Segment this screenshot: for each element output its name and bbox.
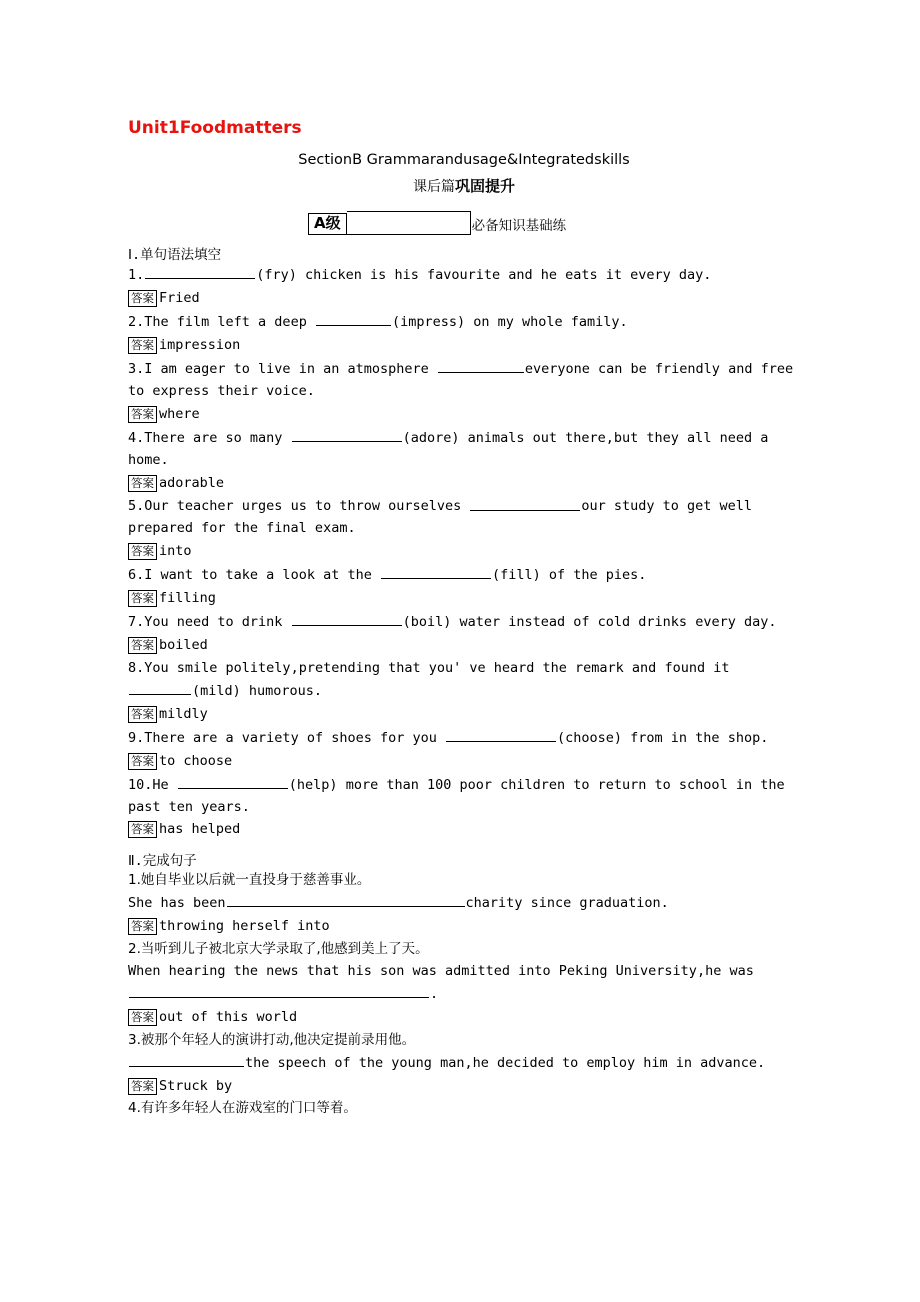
question-text: humorous. xyxy=(240,682,323,699)
question-hint: (fill) xyxy=(491,567,541,584)
question-item xyxy=(128,611,800,634)
question-item xyxy=(128,264,800,287)
answer-line xyxy=(128,473,800,495)
answer-value: has helped xyxy=(159,821,241,838)
answer-blank[interactable] xyxy=(438,358,524,373)
level-header xyxy=(128,208,800,235)
sentence-chinese xyxy=(128,1098,800,1120)
answer-blank[interactable] xyxy=(292,611,402,626)
answer-value: boiled xyxy=(159,637,208,654)
sentence-text: . xyxy=(430,985,439,1002)
question-number: 7. xyxy=(128,614,145,631)
sentence-chinese-text: 她自毕业以后就一直投身于慈善事业。 xyxy=(140,872,371,889)
question-item xyxy=(128,427,800,472)
answer-tag: 答案 xyxy=(128,406,157,423)
subtitle-bold: 巩固提升 xyxy=(454,177,515,196)
level-badge: A级 xyxy=(308,213,347,235)
answer-value: throwing herself into xyxy=(159,918,330,935)
sentence-chinese xyxy=(128,939,800,961)
answer-line xyxy=(128,819,800,841)
answer-tag: 答案 xyxy=(128,1078,157,1095)
answer-line xyxy=(128,1007,800,1029)
answer-value: mildly xyxy=(159,705,208,722)
sentence-english xyxy=(128,892,800,915)
answer-blank[interactable] xyxy=(129,680,191,695)
sentence-chinese xyxy=(128,1030,800,1052)
question-text: chicken is his favourite and he eats it every day. xyxy=(296,267,712,284)
question-hint: (adore) xyxy=(402,429,460,446)
answer-tag: 答案 xyxy=(128,918,157,935)
sentence-text: charity since graduation. xyxy=(465,895,669,912)
question-text: our study to get well prepared for the final exam. xyxy=(128,498,753,537)
part1-heading: Ⅰ.单句语法填空 xyxy=(128,247,222,264)
answer-blank[interactable] xyxy=(129,1052,244,1067)
answer-blank[interactable] xyxy=(316,311,391,326)
answer-tag: 答案 xyxy=(128,821,157,838)
answer-tag: 答案 xyxy=(128,753,157,770)
sentence-number: 3. xyxy=(128,1031,141,1048)
answer-line xyxy=(128,288,800,310)
answer-tag: 答案 xyxy=(128,543,157,560)
section-subtitle: SectionB Grammarandusage&Integratedskills xyxy=(298,152,630,169)
question-number: 8. xyxy=(128,659,145,676)
answer-blank[interactable] xyxy=(145,264,255,279)
answer-tag: 答案 xyxy=(128,475,157,492)
sentence-number: 4. xyxy=(128,1100,141,1117)
question-number: 9. xyxy=(128,729,145,746)
question-item xyxy=(128,358,800,403)
question-text: The film left a deep xyxy=(144,314,315,331)
answer-blank[interactable] xyxy=(470,495,580,510)
question-text: on my whole family. xyxy=(465,314,628,331)
sentence-chinese xyxy=(128,870,800,892)
question-hint: (boil) xyxy=(402,614,452,631)
question-hint: (help) xyxy=(288,776,338,793)
question-item xyxy=(128,495,800,540)
answer-line xyxy=(128,541,800,563)
answer-line xyxy=(128,588,800,610)
answer-tag: 答案 xyxy=(128,290,157,307)
question-number: 2. xyxy=(128,314,145,331)
answer-blank[interactable] xyxy=(129,983,429,998)
answer-value: to choose xyxy=(159,752,233,769)
answer-line xyxy=(128,1076,800,1098)
question-text: I am eager to live in an atmosphere xyxy=(144,361,437,378)
answer-line xyxy=(128,704,800,726)
answer-line xyxy=(128,751,800,773)
answer-value: out of this world xyxy=(159,1008,298,1025)
question-text: from in the shop. xyxy=(622,729,769,746)
sentence-text: When hearing the news that his son was admitted into Peking University,he was xyxy=(128,962,754,979)
question-number: 6. xyxy=(128,567,145,584)
sentence-number: 1. xyxy=(128,872,141,889)
level-rule xyxy=(347,211,471,235)
sentence-english xyxy=(128,1052,800,1075)
question-text: of the pies. xyxy=(540,567,647,584)
answer-value: into xyxy=(159,543,192,560)
question-number: 10. xyxy=(128,776,153,793)
question-text: animals out there,but they all need a home. xyxy=(128,429,769,468)
question-hint: (impress) xyxy=(391,314,466,331)
answer-line xyxy=(128,916,800,938)
answer-value: Struck by xyxy=(159,1077,233,1094)
question-item xyxy=(128,658,800,703)
answer-value: impression xyxy=(159,337,241,354)
question-hint: (fry) xyxy=(256,267,297,284)
sentence-text: the speech of the young man,he decided to employ him in advance. xyxy=(245,1054,766,1071)
question-text: There are a variety of shoes for you xyxy=(144,729,445,746)
question-text: You smile politely,pretending that you' ve heard the remark and found it xyxy=(144,659,730,676)
answer-tag: 答案 xyxy=(128,1009,157,1026)
answer-tag: 答案 xyxy=(128,706,157,723)
answer-line xyxy=(128,404,800,426)
answer-line xyxy=(128,635,800,657)
subtitle-prefix: 课后篇 xyxy=(412,179,455,196)
question-item xyxy=(128,311,800,334)
question-number: 1. xyxy=(128,267,145,284)
answer-value: adorable xyxy=(159,474,225,491)
question-item xyxy=(128,727,800,750)
answer-value: filling xyxy=(159,590,216,607)
question-text: He xyxy=(152,776,177,793)
answer-tag: 答案 xyxy=(128,337,157,354)
answer-tag: 答案 xyxy=(128,590,157,607)
sentence-number: 2. xyxy=(128,941,141,958)
answer-value: where xyxy=(159,405,200,422)
question-hint: (mild) xyxy=(192,682,241,699)
question-item xyxy=(128,564,800,587)
question-text: You need to drink xyxy=(144,614,291,631)
answer-blank[interactable] xyxy=(227,892,465,907)
page-title: Unit1Foodmatters xyxy=(128,118,302,138)
question-number: 5. xyxy=(128,498,145,515)
answer-line xyxy=(128,335,800,357)
answer-tag: 答案 xyxy=(128,637,157,654)
sentence-chinese-text: 被那个年轻人的演讲打动,他决定提前录用他。 xyxy=(140,1031,416,1048)
question-text: water instead of cold drinks every day. xyxy=(451,614,777,631)
document-content xyxy=(128,118,800,1120)
question-text: everyone can be friendly and free to express their voice. xyxy=(128,361,794,399)
sentence-text: She has been xyxy=(128,895,226,912)
question-item xyxy=(128,774,800,819)
question-hint: (choose) xyxy=(557,729,623,746)
question-number: 4. xyxy=(128,429,145,446)
section-subtitle-secondary xyxy=(128,175,800,196)
answer-blank[interactable] xyxy=(381,564,491,579)
question-number: 3. xyxy=(128,361,145,378)
answer-blank[interactable] xyxy=(292,427,402,442)
sentence-chinese-text: 有许多年轻人在游戏室的门口等着。 xyxy=(140,1100,357,1117)
question-text: Our teacher urges us to throw ourselves xyxy=(144,498,470,515)
question-text: I want to take a look at the xyxy=(144,567,380,584)
part2-heading: Ⅱ.完成句子 xyxy=(128,853,197,870)
question-text: more than 100 poor children to return to school in the past ten years. xyxy=(128,776,785,815)
answer-blank[interactable] xyxy=(446,727,556,742)
sentence-chinese-text: 当听到儿子被北京大学录取了,他感到美上了天。 xyxy=(140,941,429,958)
sentence-english xyxy=(128,961,800,1006)
answer-value: Fried xyxy=(159,290,200,307)
answer-blank[interactable] xyxy=(178,774,288,789)
question-text: There are so many xyxy=(144,429,291,446)
level-label: 必备知识基础练 xyxy=(471,218,567,235)
